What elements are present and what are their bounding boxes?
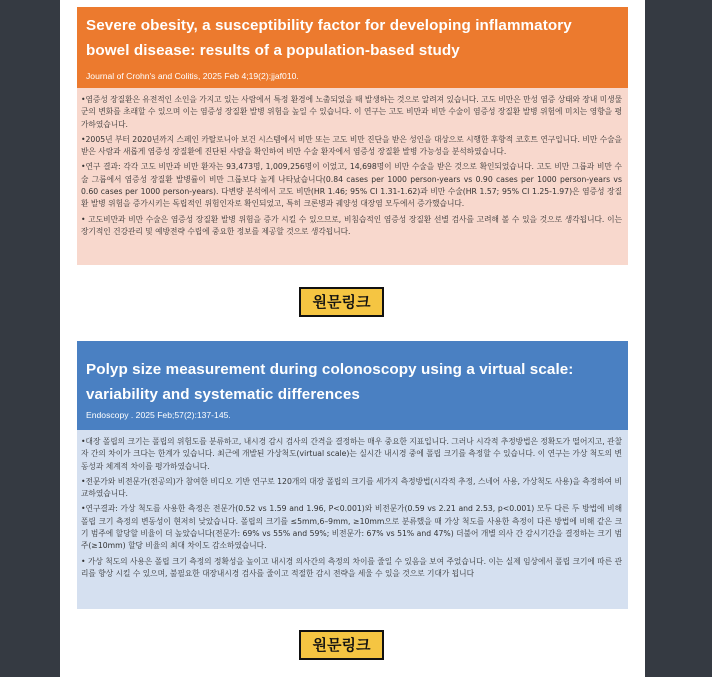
summary-bullet: • 가상 척도의 사용은 폴립 크기 측정의 정확성을 높이고 내시경 의사간의 측정의 차이를 줄일 수 있음을 보여 주었습니다. 이는 실제 임상에서 폴립 크기에 따른 관리를 향상 시킬 수 있으며, 불필요한 대장내시경 검사를 줄이고 적절한 감시 전략을 세울 수 있을 것으로 기대가 됩니다 [81,556,622,578]
original-link-button[interactable]: 원문링크 [299,287,384,317]
summary-bullet: •염증성 장질환은 유전적인 소인을 가지고 있는 사람에서 특정 환경에 노출되었을 때 발생하는 것으로 알려져 있습니다. 고도 비만은 만성 염증 상태와 장내 미생물군의 변화를 초래할 수 있으며 이는 염증성 장질환 발병 위험을 높일 수 있습니다. 이 연구는 고도 비만과 비만 수술이 염증성 장질환 발병 위험에 미치는 영향을 평가하였습니다. [81,95,622,129]
article-header [77,7,628,88]
article-journal: Journal of Crohn's and Colitis, 2025 Feb 4;19(2):jjaf010. [86,71,299,81]
article-summary [77,430,628,609]
summary-bullet: •2005년 부터 2020년까지 스페인 카탈로니아 보건 시스템에서 비만 또는 고도 비만 진단을 받은 성인을 대상으로 시행한 후향적 코호트 연구입니다. 비만 수술을 받은 사람과 새롭게 염증성 장질환에 진단된 사람을 확인하여 비만 수술 환자에서 염증성 장질환 발병 가능성을 분석하였습니다. [81,134,622,157]
summary-bullet: • 고도비만과 비만 수술은 염증성 장질환 발병 위험을 증가 시킬 수 있으므로, 비침습적인 염증성 장질환 선별 검사를 고려해 볼 수 있을 것으로 생각됩니다. 이는 장기적인 건강관리 및 예방전략 수립에 중요한 정보를 제공할 것으로 생각됩니다. [81,214,622,236]
summary-bullet: •연구 결과: 각각 고도 비만과 비만 환자는 93,473명, 1,009,256명이 이었고, 14,698명이 비만 수술을 받은 것으로 확인되었습니다. 고도 비만 그룹과 비만 수술 그룹에서 염증성 장질환 발병률이 비만 그룹보다 높게 나타났습니다(0.84 cases per 1000 person-years vs 0.90 cases per 1000 person-years vs 0.60 cases per 1000 person-years). 다변량 분석에서 고도 비만(HR 1.46; 95% CI 1.31-1.62)과 비만 수술(HR 1.57; 95% CI 1.25-1.97)은 염증성 장질환 발병 위험을 증가시키는 독립적인 위험인자로 확인되었고, 특히 크론병과 궤양성 대장염 모두에서 증가했습니다. [81,162,622,209]
page [60,0,645,677]
summary-bullet: •전문가와 비전문가(전공의)가 참여한 비디오 기반 연구로 120개의 대장 폴립의 크기를 세가지 측정방법(시각적 추정, 스네어 사용, 가상척도 사용)을 측정하여 비교하였습니다. [81,476,622,499]
article-title: Severe obesity, a susceptibility factor for developing inflammatory bowel disease: results of a population-based study [86,17,572,59]
summary-bullet: •대장 폴립의 크기는 폴립의 위험도를 분류하고, 내시경 감시 검사의 간격을 결정하는 매우 중요한 지표입니다. 그러나 시각적 추정방법은 정확도가 떨어지고, 관찰자 간의 차이가 크다는 한계가 있습니다. 최근에 개발된 가상척도(virtual scale)는 실시간 내시경 중에 폴립 크기를 측정할 수 있습니다. 이 연구는 가상 척도의 변동성과 체계적 차이를 평가하였습니다. [81,437,622,471]
article-card [77,341,628,609]
summary-bullet: •연구결과: 가상 척도를 사용한 측정은 전문가(0.52 vs 1.59 and 1.96, P<0.001)와 비전문가(0.59 vs 2.21 and 2.53, p<0.001) 모두 다른 두 방법에 비해 폴립 크기 측정의 변동성이 현저히 낮았습니다. 폴립의 크기를 ≤5mm,6–9mm, ≥10mm으로 분류했을 때 가상 척도를 사용한 측정이 다른 방법에 비해 같은 크기 범주에 할당할 비율이 더 높았습니다(전문가: 69% vs 55% and 59%; 비전문가: 67% vs 51% and 47%) 더불어 개별 의사 간 감시기간을 결정하는 크기 범주(≥10mm) 할당 비율의 최대 차이도 감소하였습니다. [81,504,622,551]
article-header [77,341,628,430]
article-title: Polyp size measurement during colonoscopy using a virtual scale: variability and systematic differences [86,361,574,403]
article-summary [77,88,628,265]
article-card [77,7,628,265]
original-link-button[interactable]: 원문링크 [299,630,384,660]
article-journal: Endoscopy . 2025 Feb;57(2):137-145. [86,410,231,420]
